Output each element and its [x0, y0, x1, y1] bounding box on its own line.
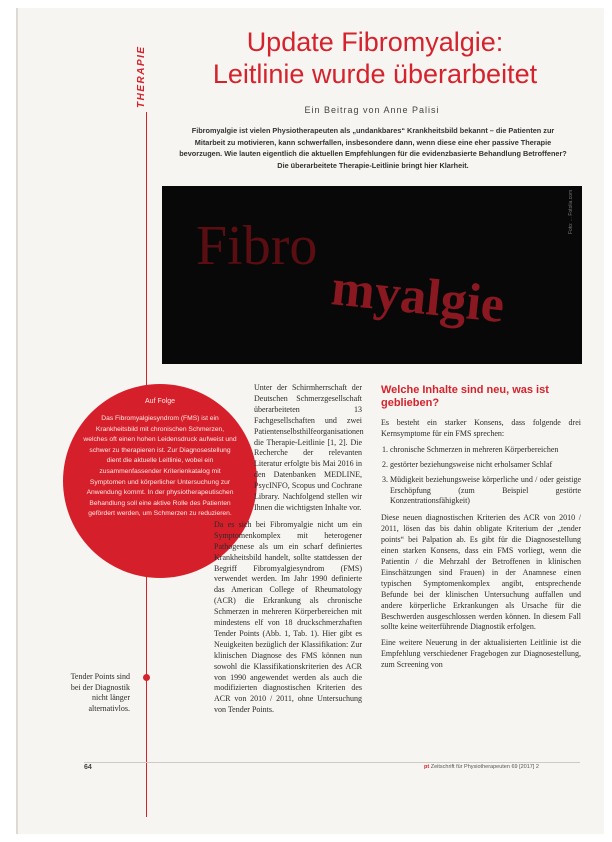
- middle-column: [170, 383, 362, 716]
- marginal-note: Tender Points sind bei der Diagnostik nicht länger alternativlos.: [70, 672, 130, 713]
- footer-credit: [424, 764, 539, 770]
- symptom-item: 1. chronische Schmerzen in mehreren Körperbereichen: [390, 445, 581, 456]
- photo-credit: Foto: ... Fotolia.com: [568, 190, 574, 235]
- hero-graphic: [162, 186, 582, 364]
- hero-word-part-2: myalgie: [328, 259, 508, 335]
- article-title: [170, 26, 580, 90]
- summary-text: Das Fibromyalgiesyndrom (FMS) ist ein Krankheitsbild mit chronischen Schmerzen, welches oft einen hohen Leidensdruck aufweist und schwer zu therapieren ist. Zur Diagnosestellung dient die aktuelle Leitlinie, wobei ein zusammenfassender Kriterienkatalog mit Symptomen und körperlicher Untersuchung zur Anwendung kommt. In der physiotherapeutischen Behandlung soll eine aktive Rolle des Patienten gefördert werden, um Schmerzen zu reduzieren.: [83, 415, 237, 518]
- title-line-1: Update Fibromyalgie:: [246, 27, 504, 57]
- right-column: [381, 384, 581, 676]
- footer-brand: pt: [424, 764, 430, 770]
- section-heading: Welche Inhalte sind neu, was ist geblieben?: [381, 384, 549, 409]
- page-number: 64: [84, 764, 92, 771]
- byline: Ein Beitrag von Anne Palisi: [304, 105, 440, 115]
- marginal-bullet: [143, 674, 150, 681]
- title-line-2: Leitlinie wurde überarbeitet: [212, 59, 538, 89]
- summary-title: Auf Folge: [145, 398, 175, 405]
- symptom-list: [381, 445, 581, 508]
- footer-rule: [84, 762, 580, 763]
- footer-journal: Zeitschrift für Physiotherapeuten: [430, 764, 510, 770]
- right-intro: Es besteht ein starker Konsens, dass folgende drei Kernsymptome für ein FMS sprechen:: [381, 418, 581, 438]
- lead-paragraph: Fibromyalgie ist vielen Physiotherapeuten als „undankbares“ Krankheitsbild bekannt – die Patienten zur Mitarbeit zu motivieren, kann schwerfallen, insbesondere dann, wenn diese eine eher passive Therapie bevorzugen. Wie lauten eigentlich die aktuellen Empfehlungen für die evidenzbasierte Behandlung Betroffener? Die überarbeitete Therapie-Leitlinie bringt hier Klarheit.: [179, 126, 567, 170]
- right-paragraph-2: Diese neuen diagnostischen Kriterien des ACR von 2010 / 2011, lösen das bis dahin obligate Kriterium der „tender points“ bei Palpation ab. Es gibt für die Diagnosestellung einen starken Konsens, dass ein FMS vorliegt, wenn die Patientin / die Mehrzahl der Betroffenen in klinischen Einschätzungen sind Frauen) in der Anamnese einen typischen Symptomenkomplex angibt, entsprechende Befunde bei der klinischen Untersuchung auffallen und andere körperliche Erkrankungen als Ursache für die Beschwerden ausgeschlossen werden können. In diesem Fall sollte keine weiterführende Diagnostik erfolgen.: [381, 513, 581, 632]
- hero-image: [162, 186, 582, 364]
- section-label: THERAPIE: [136, 45, 147, 108]
- footer-issue: 69 [2017] 2: [511, 764, 539, 770]
- middle-paragraph-1: Unter der Schirmherrschaft der Deutschen Schmerzgesellschaft überarbeiteten 13 Fachgesellschaften und zwei Patientenselbsthilfeorganisationen die Therapie-Leitlinie [1, 2]. Die Recherche der relevanten Literatur erfolgte bis Mai 2016 in den Datenbanken MEDLINE, PsycINFO, Scopus und Cochrane Library. Nachfolgend stellen wir Ihnen die wichtigsten Inhalte vor.: [254, 383, 364, 512]
- right-paragraph-3: Eine weitere Neuerung in der aktualisierten Leitlinie ist die Empfehlung verschiedener Fragebogen zur Diagnosestellung, zum Screening von: [381, 638, 581, 670]
- hero-word-part-1: Fibro: [196, 215, 318, 277]
- symptom-item: 3. Müdigkeit beziehungsweise körperliche und / oder geistige Erschöpfung (zum Beispiel gestörte Konzentrationsfähigkeit): [390, 475, 581, 508]
- symptom-item: 2. gestörter beziehungsweise nicht erholsamer Schlaf: [390, 460, 581, 471]
- middle-paragraph-2: Da es sich bei Fibromyalgie nicht um ein Symptomenkomplex mit heterogener Pathogenese als um ein scharf definiertes Krankheitsbild handelt, sollte stattdessen der Begriff Fibromyalgiesyndrom (FMS) verwendet werden. Im Jahr 1990 definierte das American College of Rheumatology (ACR) die Erkrankung als chronische Schmerzen in mehreren Körperbereichen mit mindestens elf von 18 druckschmerzhaften Tender Points (Abb. 1, Tab. 1). Hier gibt es Neuigkeiten bezüglich der Klassifikation: Zur klinischen Diagnose des FMS können nun sowohl die Klassifikationskriterien des ACR von 1990 angewendet werden als auch die modifizierten diagnostischen Kriterien des ACR von 2010 / 2011, ohne Untersuchung von Tender Points.: [214, 519, 362, 715]
